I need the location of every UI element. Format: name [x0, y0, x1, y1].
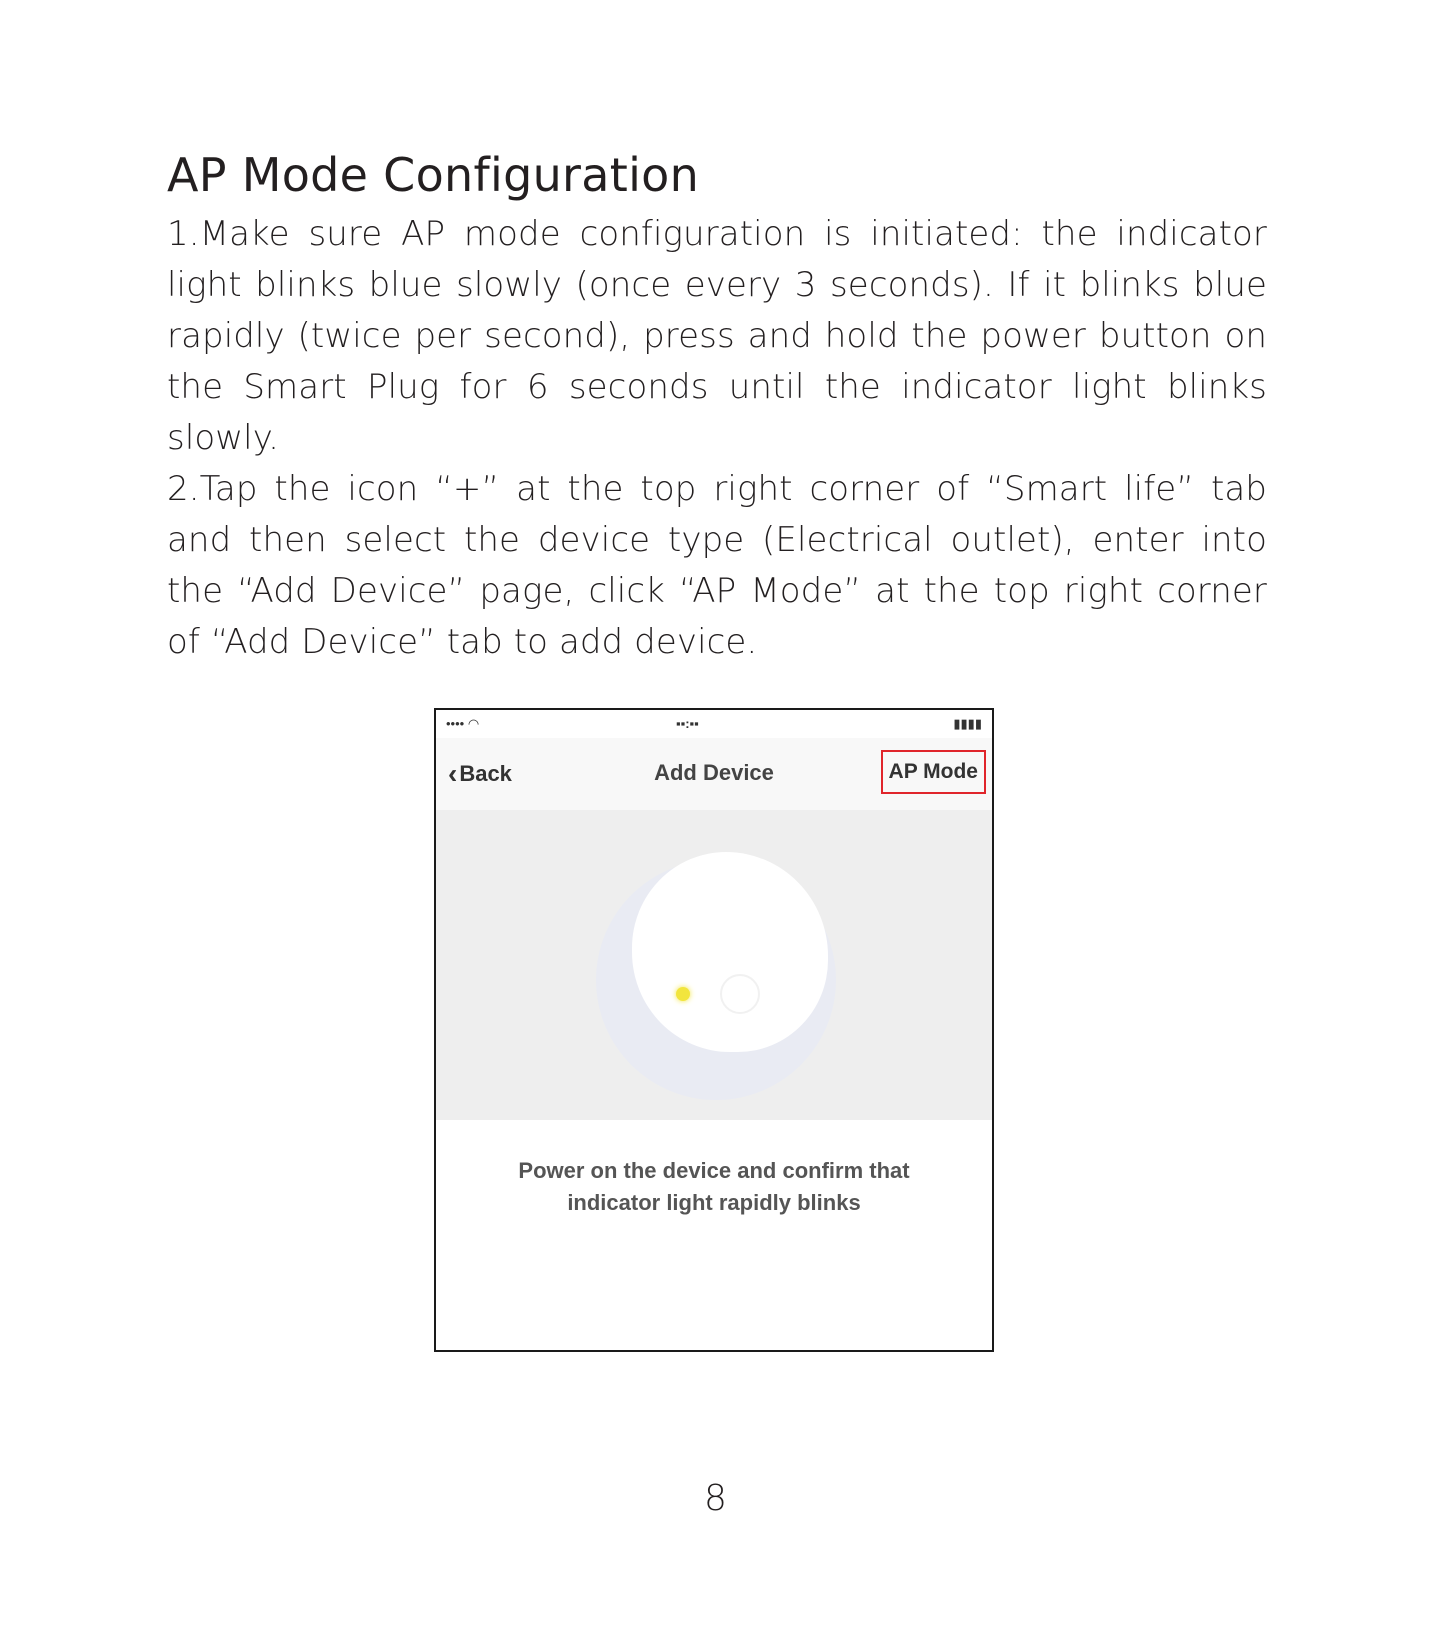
power-button-icon: [720, 974, 760, 1014]
nav-title: Add Device: [654, 760, 774, 785]
status-bar: [436, 710, 992, 738]
nav-bar: [436, 738, 992, 810]
signal-icon: •••• ◠: [446, 716, 480, 731]
battery-icon: ▮▮▮▮: [953, 716, 982, 731]
ap-mode-button[interactable]: AP Mode: [881, 750, 986, 794]
indicator-light-icon: [676, 987, 690, 1001]
page-title: AP Mode Configuration: [167, 148, 700, 202]
device-illustration: [436, 810, 992, 1120]
step-1-paragraph: 1.Make sure AP mode configuration is initiated: the indicator light blinks blue slowly (once every 3 seconds). If it blinks blue rapidly (twice per second), press and hold the power button on the Smart Plug for 6 seconds until the indicator light blinks slowly.: [167, 214, 1267, 459]
clock-icon: ▪▪:▪▪: [676, 716, 699, 731]
document-content: [167, 148, 1267, 668]
smart-plug-image: [632, 852, 828, 1052]
back-label: Back: [459, 761, 512, 786]
phone-screenshot: [434, 708, 994, 1352]
step-2-paragraph: 2.Tap the icon “+” at the top right corner of “Smart life” tab and then select the device type (Electrical outlet), enter into the “Add Device” page, click “AP Mode” at the top right corner of “Add Device” tab to add device.: [167, 469, 1267, 663]
page-number: 8: [704, 1478, 727, 1519]
chevron-left-icon: ‹: [448, 758, 458, 789]
instruction-text: Power on the device and confirm that indicator light rapidly blinks: [518, 1158, 910, 1215]
